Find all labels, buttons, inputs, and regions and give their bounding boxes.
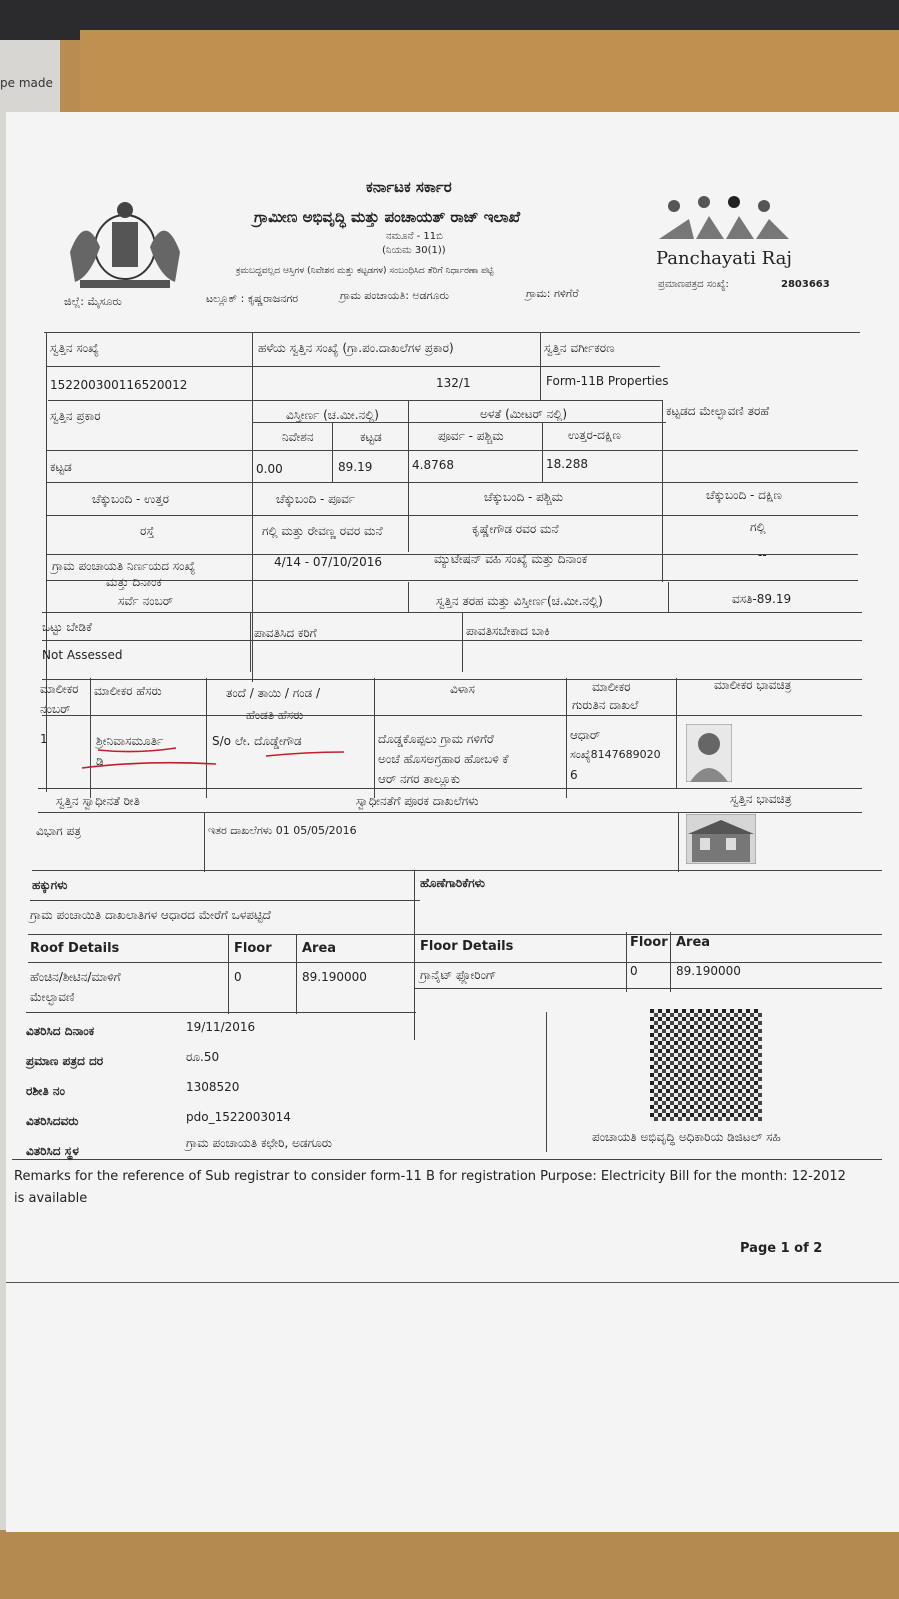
owner-name-line2: ಡಿ [96,754,104,768]
certificate-number: 2803663 [781,279,830,290]
issue-place: ಗ್ರಾಮ ಪಂಚಾಯತಿ ಕಛೇರಿ, ಅಡಗೂರು [186,1136,332,1150]
roof-type-line2: ಮೇಲ್ಛಾವಣಿ [30,990,75,1004]
issuer-label: ವಿತರಿಸಿದವರು [26,1114,79,1128]
form-subtitle: ಕ್ರಮಬದ್ಧವಲ್ಲದ ಆಸ್ತಿಗಳ (ನಿವೇಶನ ಮತ್ತು ಕಟ್ಟಡಗಳ) ಸಂಬಂಧಿಸಿದ ತೆರಿಗೆ ನಿರ್ಧಾರಣಾ ಪಟ್ಟಿ [236,266,494,276]
remarks-line2: is available [14,1191,88,1206]
dept-title: ಗ್ರಾಮೀಣ ಅಭಿವೃದ್ಧಿ ಮತ್ತು ಪಂಚಾಯತ್ ರಾಜ್ ಇಲಾಖೆ [254,208,521,226]
ownership-documents: ಇತರ ದಾಖಲೆಗಳು 01 05/05/2016 [208,824,357,837]
property-id: 152200300116520012 [50,378,188,392]
certificate-fee-label: ಪ್ರಮಾಣ ಪತ್ರದ ದರ [26,1054,104,1068]
issuer: pdo_1522003014 [186,1110,291,1124]
issue-date-label: ವಿತರಿಸಿದ ದಿನಾಂಕ [26,1024,95,1038]
address-line3: ಆರ್ ನಗರ ತಾಲ್ಲೂಕು [378,772,460,786]
property-id-label: ಸ್ವತ್ತಿನ ಸಂಖ್ಯೆ [50,341,99,355]
address-line2: ಅಂಚೆ ಹೊಸಅಗ್ರಹಾರ ಹೋಬಳಿ ಕೆ [378,752,509,766]
measurement-label: ಅಳತೆ (ಮೀಟರ್ ನಲ್ಲಿ) [480,407,568,421]
property-type: ಕಟ್ಟಡ [50,460,72,474]
receipt-number-label: ರಶೀತಿ ನಂ [26,1084,65,1098]
rights-value: ಗ್ರಾಮ ಪಂಚಾಯಿತಿ ದಾಖಲಾತಿಗಳ ಆಧಾರದ ಮೇರೆಗೆ ಒಳಪಟ್ಟಿದೆ [30,908,271,922]
floor-area: 89.190000 [676,964,741,978]
property-type-label: ಸ್ವತ್ತಿನ ಪ್ರಕಾರ [50,409,101,423]
roof-floor-header: Floor [234,941,272,956]
boundary-north-label: ಚೆಕ್ಕುಬಂದಿ - ಉತ್ತರ [92,492,170,506]
panchayati-raj-logo-text: Panchayati Raj [656,248,792,269]
roof-details-header: Roof Details [30,941,120,956]
building-label: ಕಟ್ಟಡ [360,430,382,444]
relation-label-line1: ತಂದೆ / ತಾಯಿ / ಗಂಡ / [226,686,321,700]
qr-code [650,1009,762,1121]
ownership-mode-label: ಸ್ವತ್ತಿನ ಸ್ವಾಧೀನತೆ ರೀತಿ [56,794,140,808]
rule-number: (ನಿಯಮ 30(1)) [382,245,446,256]
village: ಗ್ರಾಮ: ಗಳಿಗೆರೆ [526,287,579,300]
taluk: ಟಲ್ಲೂಕ್ : ಕೃಷ್ಣರಾಜನಗರ [206,292,299,305]
certificate-number-label: ಪ್ರಮಾಣಪತ್ರದ ಸಂಖ್ಯೆ: [658,279,729,290]
ownership-documents-label: ಸ್ವಾಧೀನತೆಗೆ ಪೂರಕ ದಾಖಲೆಗಳು [356,794,479,808]
roof-type-line1: ಹೆಂಚಿನ/ಶೀಟಿನ/ಮಾಳಿಗೆ [30,970,121,984]
id-proof-label-line2: ಗುರುತಿನ ದಾಖಲೆ [572,698,639,712]
building-area: 89.19 [338,460,373,474]
area-label: ವಿಸ್ತೀರ್ಣ (ಚ.ಮೀ.ನಲ್ಲಿ) [286,408,379,422]
liabilities-label: ಹೊಣೆಗಾರಿಕೆಗಳು [420,876,485,890]
survey-number-label: ಸರ್ವೆ ನಂಬರ್ [118,594,173,608]
mutation-value: -- [758,548,767,562]
north-south-value: 18.288 [546,457,588,471]
owner-name-line1: ಶ್ರೀನಿವಾಸಮೂರ್ತಿ [96,734,164,748]
id-proof-line1: ಆಧಾರ್ [570,728,601,742]
roof-type-label: ಕಟ್ಟಡದ ಮೇಲ್ಛಾವಣಿ ತರಹೆ [666,404,770,418]
property-class-label: ಸ್ವತ್ತಿನ ವರ್ಗೀಕರಣ [544,341,615,355]
floor-floor-header: Floor [630,935,668,950]
boundary-east: ಗಲ್ಲಿ ಮತ್ತು ರೇವಣ್ಣ ರವರ ಮನೆ [262,524,383,538]
panchayati-raj-logo-icon [654,194,794,250]
background-bottom [0,1530,899,1599]
owner-number: 1 [40,732,48,746]
relation-name: S/o ಲೇ. ದೊಡ್ಡೇಗೌಡ [212,734,302,748]
resolution-label-line2: ಮತ್ತು ದಿನಾಂಕ [106,575,162,589]
gov-title: ಕರ್ನಾಟಕ ಸರ್ಕಾರ [366,178,452,196]
north-south-label: ಉತ್ತರ-ದಕ್ಷಿಣ [568,428,621,442]
total-demand-label: ಒಟ್ಟು ಬೇಡಿಕೆ [42,620,92,634]
relation-label-line2: ಹೆಂಡತಿ ಹೆಸರು [246,708,304,722]
resolution-value: 4/14 - 07/10/2016 [274,555,383,569]
mutation-label: ಮ್ಯುಟೇಷನ್ ವಹಿ ಸಂಖ್ಯೆ ಮತ್ತು ದಿನಾಂಕ [434,552,588,566]
form-number: ನಮೂನೆ - 11ಬಿ [386,231,443,242]
east-west-value: 4.8768 [412,458,454,472]
floor-floor: 0 [630,964,638,978]
boundary-south-label: ಚೆಕ್ಕುಬಂದಿ - ದಕ್ಷಿಣ [706,488,782,502]
tax-balance-label: ಪಾವತಿಸಬೇಕಾದ ಬಾಕಿ [466,624,550,638]
pen-underline-marks [76,742,376,772]
digital-signature-label: ಪಂಚಾಯತಿ ಅಭಿವೃದ್ಧಿ ಅಧಿಕಾರಿಯ ಡಿಜಿಟಲ್ ಸಹಿ [592,1130,781,1144]
property-class: Form-11B Properties [546,374,669,388]
id-proof-line3: 6 [570,768,578,782]
address-line1: ದೊಡ್ಡಕೊಪ್ಪಲು ಗ್ರಾಮ ಗಳಿಗೆರೆ [378,732,494,746]
boundary-east-label: ಚೆಕ್ಕುಬಂದಿ - ಪೂರ್ವ [276,492,356,506]
roof-area: 89.190000 [302,970,367,984]
page-edge-text: pe made [0,76,53,90]
boundary-north: ರಸ್ತೆ [140,524,155,538]
floor-type: ಗ್ರಾನೈಟ್ ಫ್ಲೋರಿಂಗ್ [420,968,497,982]
old-property-number-label: ಹಳೆಯ ಸ್ವತ್ತಿನ ಸಂಖ್ಯೆ (ಗ್ರಾ.ಪಂ.ದಾಖಲೆಗಳ ಪ್ರಕಾರ) [258,341,454,355]
boundary-west-label: ಚೆಕ್ಕುಬಂದಿ - ಪಶ್ಚಿಮ [484,490,564,504]
property-photo [686,814,756,864]
owner-name-label: ಮಾಲೀಕರ ಹೆಸರು [94,684,162,698]
gram-panchayat: ಗ್ರಾಮ ಪಂಚಾಯತಿ: ಅಡಗೂರು [340,289,449,302]
address-label: ವಿಳಾಸ [450,682,475,696]
old-property-number: 132/1 [436,376,471,390]
owner-number-label-line1: ಮಾಲೀಕರ [40,682,79,696]
remarks-line1: Remarks for the reference of Sub registrar to consider form-11 B for registration Purpose: Electricity Bill for the month: 12-2012 [14,1169,846,1184]
total-demand: Not Assessed [42,648,123,662]
property-photo-label: ಸ್ವತ್ತಿನ ಭಾವಚಿತ್ರ [730,792,792,806]
issue-place-label: ವಿತರಿಸಿದ ಸ್ಥಳ [26,1144,79,1158]
floor-area-header: Area [676,935,711,950]
id-proof-line2: ಸಂಖ್ಯೆ8147689020 [570,748,661,761]
boundary-west: ಕೃಷ್ಣೇಗೌಡ ರವರ ಮನೆ [472,522,559,536]
roof-floor: 0 [234,970,242,984]
site-label: ನಿವೇಶನ [282,430,314,444]
property-type-area: ವಸತಿ-89.19 [732,592,792,606]
floor-details-header: Floor Details [420,939,514,954]
ownership-mode: ವಿಭಾಗ ಪತ್ರ [36,824,82,838]
tax-paid-label: ಪಾವತಿಸಿದ ಕರಿಗೆ [254,626,317,640]
rights-label: ಹಕ್ಕುಗಳು [32,878,68,892]
receipt-number: 1308520 [186,1080,240,1094]
certificate-fee: ರೂ.50 [186,1050,220,1064]
owner-number-label-line2: ನಂಬರ್ [40,702,71,716]
karnataka-emblem-icon [60,192,190,302]
document-sheet [6,112,899,1532]
roof-area-header: Area [302,941,337,956]
resolution-label-line1: ಗ್ರಾಮ ಪಂಚಾಯತಿ ನಿರ್ಣಯದ ಸಂಖ್ಯೆ [52,559,196,573]
owner-photo [686,724,732,782]
district: ಜಿಲ್ಲೆ: ಮೈಸೂರು [64,295,122,308]
east-west-label: ಪೂರ್ವ - ಪಶ್ಚಿಮ [438,429,504,443]
id-proof-label-line1: ಮಾಲೀಕರ [592,680,631,694]
issue-date: 19/11/2016 [186,1020,256,1034]
page-number: Page 1 of 2 [740,1241,823,1256]
boundary-south: ಗಲ್ಲಿ [750,520,766,534]
owner-photo-label: ಮಾಲೀಕರ ಭಾವಚಿತ್ರ [714,678,792,692]
property-type-area-label: ಸ್ವತ್ತಿನ ತರಹ ಮತ್ತು ವಿಸ್ತೀರ್ಣ(ಚ.ಮೀ.ನಲ್ಲಿ) [436,594,603,608]
site-area: 0.00 [256,462,283,476]
